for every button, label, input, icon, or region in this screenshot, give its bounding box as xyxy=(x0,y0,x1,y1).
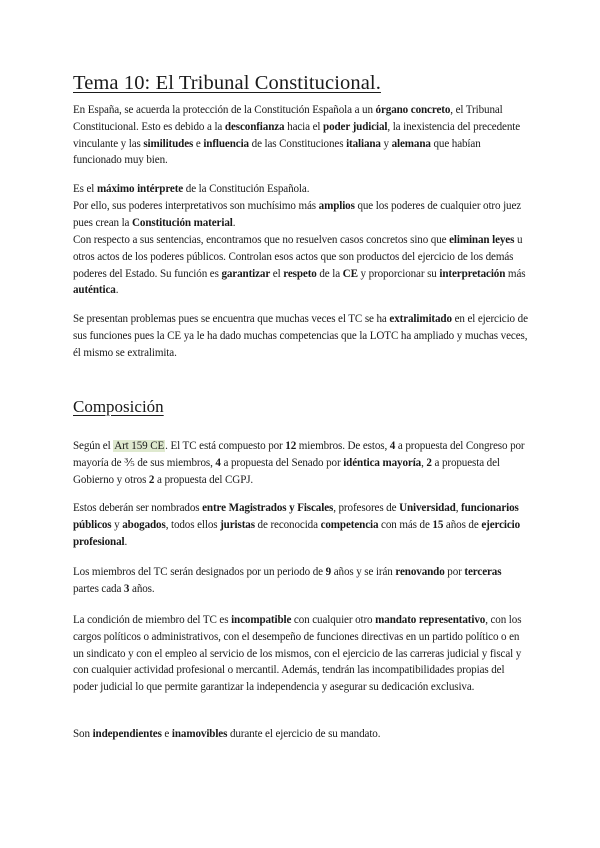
bold-term: similitudes xyxy=(143,137,194,150)
bold-term: incompatible xyxy=(231,614,292,626)
text: , con los cargos políticos o administrativos, con el desempeño de funciones directivas en un partido político o en un sindicato y con el empleo al servicio de los mismos, con el ejercicio de las carreras judicial y fiscal y con cualquier actividad profesional o mercantil. Además, tendrán las incompatibilidades propias del poder judicial lo que permite garantizar la independencia y asegurar su dedicación exclusiva. xyxy=(73,614,522,694)
text: el xyxy=(270,267,284,280)
paragraph-sentencias xyxy=(73,232,529,299)
text: y xyxy=(111,518,123,531)
bold-term: juristas xyxy=(220,518,255,531)
text: miembros. De estos, xyxy=(296,440,390,452)
text: , xyxy=(421,456,427,469)
text: a propuesta del Congreso por mayoría de ⅗ de sus miembros, xyxy=(73,440,525,469)
bold-term: órgano concreto xyxy=(375,104,451,116)
text: , todos ellos xyxy=(165,518,221,531)
bold-term: 2 xyxy=(426,456,432,469)
section-heading: Composición xyxy=(73,397,164,416)
bold-term: 4 xyxy=(215,456,221,469)
bold-term: independientes xyxy=(92,728,162,740)
text: , el Tribunal Constitucional. Esto es debido a la xyxy=(73,104,503,133)
bold-term: terceras xyxy=(464,566,502,578)
text: , profesores de xyxy=(333,502,400,514)
bold-term: inamovibles xyxy=(171,728,228,740)
bold-term: CE xyxy=(342,267,358,280)
paragraph-mandato xyxy=(73,564,529,598)
bold-term: interpretación xyxy=(439,267,506,280)
bold-term: 12 xyxy=(285,440,297,452)
bold-term: máximo intérprete xyxy=(96,183,184,195)
bold-term: mandato representativo xyxy=(375,614,486,626)
paragraph-interprete xyxy=(73,181,529,198)
bold-term: abogados xyxy=(122,518,166,531)
bold-term: entre Magistrados y Fiscales xyxy=(202,502,334,514)
text: en el ejercicio de sus funciones pues la CE ya le ha dado muchas competencias que la LOTC ha ampliado y muchas veces, él mismo se extralimita. xyxy=(73,313,528,359)
text: e xyxy=(193,137,204,150)
text: con más de xyxy=(378,518,433,531)
bold-term: amplios xyxy=(318,200,355,212)
bold-term: 15 xyxy=(432,518,444,531)
text: con cualquier otro xyxy=(291,614,376,626)
text: años de xyxy=(443,518,482,531)
paragraph-intro xyxy=(73,102,529,169)
text: Se presentan problemas pues se encuentra que muchas veces el TC se ha xyxy=(73,313,390,325)
text: . xyxy=(124,535,128,548)
paragraph-composicion xyxy=(73,438,529,488)
text: años. xyxy=(129,582,155,595)
text: por xyxy=(444,566,465,578)
text: En España, se acuerda la protección de la Constitución Española a un xyxy=(73,104,376,116)
document-title: Tema 10: El Tribunal Constitucional. xyxy=(73,72,381,94)
text: de las Constituciones xyxy=(248,137,347,150)
bold-term: desconfianza xyxy=(224,120,285,133)
bold-term: poder judicial xyxy=(323,120,388,133)
text: que los poderes de cualquier otro juez pues crean la xyxy=(73,200,522,229)
text: y xyxy=(380,137,392,150)
bold-term: eliminan leyes xyxy=(449,234,515,246)
text: partes cada xyxy=(73,582,124,595)
paragraph-poderes xyxy=(73,198,529,232)
bold-term: 3 xyxy=(123,582,130,595)
text: más xyxy=(505,267,526,280)
text: . xyxy=(232,216,236,229)
text: Según el xyxy=(73,440,114,452)
paragraph-incompatibilidades xyxy=(73,612,529,696)
paragraph-nombramiento xyxy=(73,500,529,550)
text: de la Constitución Española. xyxy=(183,183,310,195)
bold-term: garantizar xyxy=(221,267,271,280)
bold-term: ejercicio profesional xyxy=(73,518,521,548)
text: años y se irán xyxy=(331,566,396,578)
text: . El TC está compuesto por xyxy=(165,440,286,452)
text: La condición de miembro del TC es xyxy=(73,614,232,626)
bold-term: alemana xyxy=(391,137,431,150)
text: Estos deberán ser nombrados xyxy=(73,502,203,514)
bold-term: Constitución material xyxy=(132,216,233,229)
text: . xyxy=(115,284,119,297)
bold-term: extralimitado xyxy=(389,313,452,325)
text: de reconocida xyxy=(254,518,321,531)
bold-term: renovando xyxy=(395,566,445,578)
bold-term: 2 xyxy=(148,473,155,486)
text: , xyxy=(455,502,461,514)
bold-term: 9 xyxy=(325,566,332,578)
paragraph-problemas xyxy=(73,311,529,361)
bold-term: italiana xyxy=(346,137,381,150)
text: durante el ejercicio de su mandato. xyxy=(227,728,381,740)
text: que habían funcionado muy bien. xyxy=(73,137,481,167)
bold-term: respeto xyxy=(283,267,317,280)
text: e xyxy=(161,728,172,740)
text: y proporcionar su xyxy=(357,267,440,280)
text: Los miembros del TC serán designados por un periodo de xyxy=(73,566,326,578)
paragraph-independencia xyxy=(73,726,529,743)
bold-term: influencia xyxy=(203,137,249,150)
text: , la inexistencia del precedente vinculante y las xyxy=(73,120,521,150)
bold-term: competencia xyxy=(320,518,379,531)
text: Por ello, sus poderes interpretativos son muchísimo más xyxy=(73,200,319,212)
bold-term: Universidad xyxy=(399,502,456,514)
bold-term: idéntica mayoría xyxy=(343,456,422,469)
text: Con respecto a sus sentencias, encontramos que no resuelven casos concretos sino que xyxy=(73,234,450,246)
bold-term: 4 xyxy=(389,440,396,452)
text: a propuesta del Senado por xyxy=(220,456,344,469)
text: a propuesta del Gobierno y otros xyxy=(73,456,500,486)
bold-term: auténtica xyxy=(73,284,116,297)
text: de la xyxy=(316,267,343,280)
text: Es el xyxy=(73,183,97,195)
text: u otros actos de los poderes públicos. Controlan esos actos que son productos del ejercicio de los demás poderes del Estado. Su función es xyxy=(73,234,523,280)
highlighted-reference: Art 159 CE xyxy=(114,440,165,452)
text: a propuesta del CGPJ. xyxy=(154,473,254,486)
text: hacia el xyxy=(284,120,324,133)
bold-term: funcionarios públicos xyxy=(73,502,519,531)
text: Son xyxy=(73,728,93,740)
